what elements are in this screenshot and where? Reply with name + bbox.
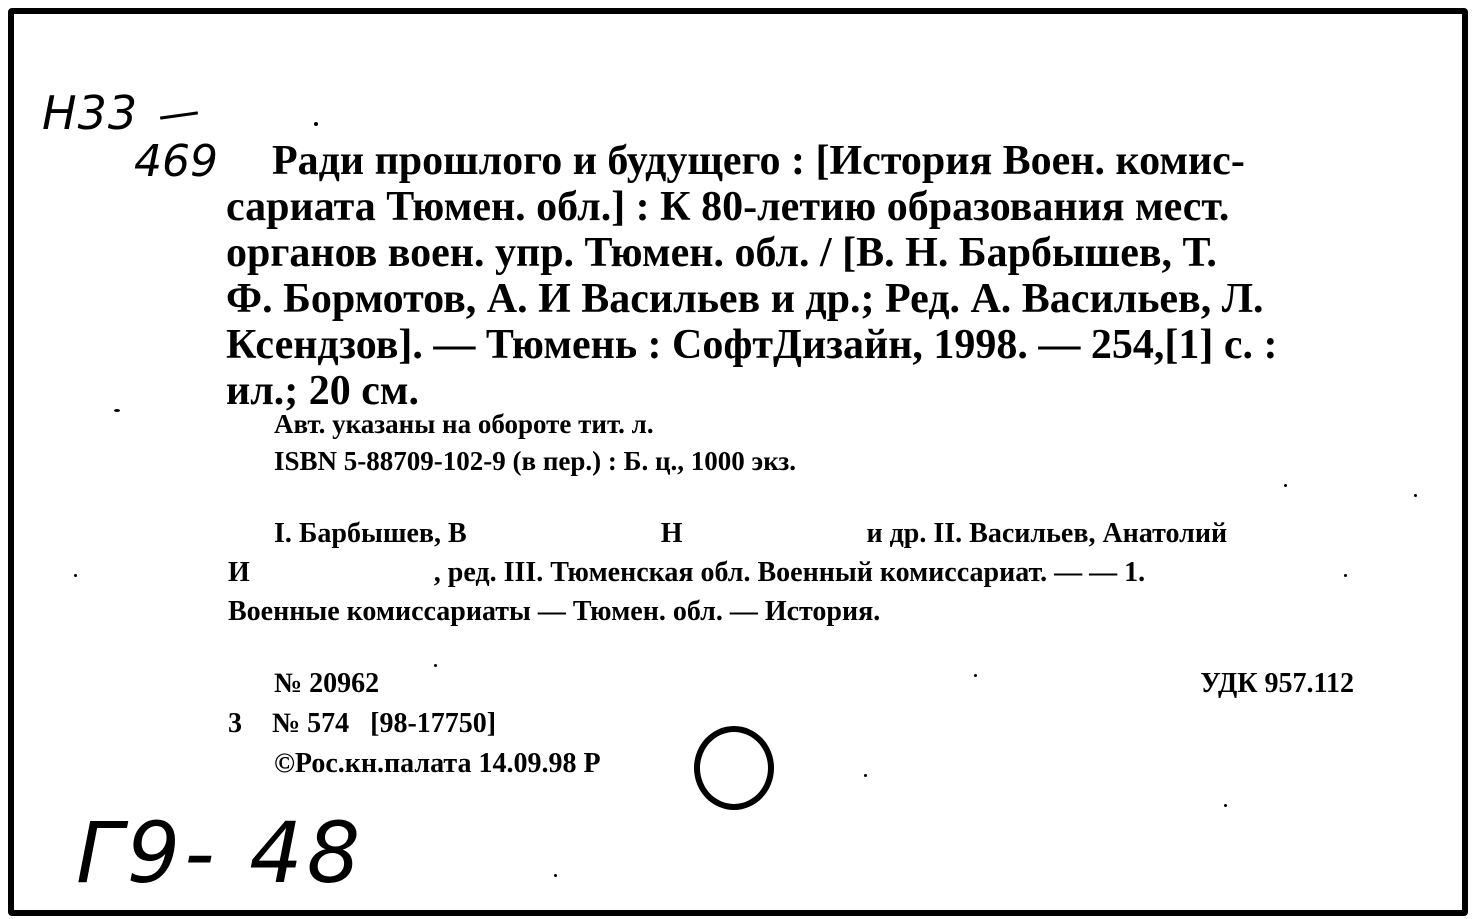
card-number: № 20962 [274,668,380,699]
scan-speck [554,874,557,877]
entry-line: ил.; 20 см. [226,368,419,414]
scan-speck [314,122,318,126]
bibliographic-entry [226,138,1378,414]
scan-speck [1344,574,1347,577]
shelf-mark-bottom: 469 [134,136,218,187]
entry-line: Ф. Бормотов, А. И Васильев и др.; Ред. А. Васильев, Л. [226,276,1264,322]
scan-speck [114,409,120,412]
entry-line: Ксендзов]. — Тюмень : СофтДизайн, 1998. — 254,[1] с. : [226,322,1278,368]
entry-line: сариата Тюмен. обл.] : К 80-летию образования мест. [226,184,1230,230]
shelf-mark-top: Н33 [42,86,139,140]
circle-stamp [694,726,774,810]
scan-speck [974,674,977,677]
order-prefix: 3 [228,708,242,739]
copyright-line: ©Рос.кн.палата 14.09.98 Р [274,748,601,779]
order-number: № 574 [98-17750] [272,708,497,739]
tracing-text: Н [660,518,683,549]
tracing-text: и др. II. Васильев, Анатолий [866,518,1228,549]
inventory-number: Г9- 48 [76,804,365,902]
tracing-line [228,553,1378,592]
isbn-line: ISBN 5-88709-102-9 (в пер.) : Б. ц., 1000 экз. [274,446,796,476]
scan-speck [1284,484,1287,487]
catalog-card [8,8,1468,916]
scan-speck [74,574,77,577]
udc-code: УДК 957.112 [1200,668,1354,699]
tracing-text: И [228,557,250,588]
tracing-line [228,514,1378,553]
footer-left [228,664,601,784]
entry-line: органов воен. упр. Тюмен. обл. / [В. Н. Барбышев, Т. [226,230,1217,276]
scan-speck [434,664,437,667]
order-line [228,704,601,744]
shelf-mark-divider [160,111,198,119]
tracings-block [228,514,1378,631]
scan-speck [864,774,867,777]
notes-block [274,406,796,480]
tracing-text: , ред. III. Тюменская обл. Военный комиссариат. — — 1. [433,557,1146,588]
tracing-text: I. Барбышев, В [274,518,467,549]
scan-speck [1224,804,1227,807]
entry-line: Ради прошлого и будущего : [История Воен. комис- [272,138,1245,184]
scan-speck [1414,494,1417,497]
tracing-line: Военные комиссариаты — Тюмен. обл. — История. [228,596,881,627]
authors-note: Авт. указаны на обороте тит. л. [274,409,654,439]
